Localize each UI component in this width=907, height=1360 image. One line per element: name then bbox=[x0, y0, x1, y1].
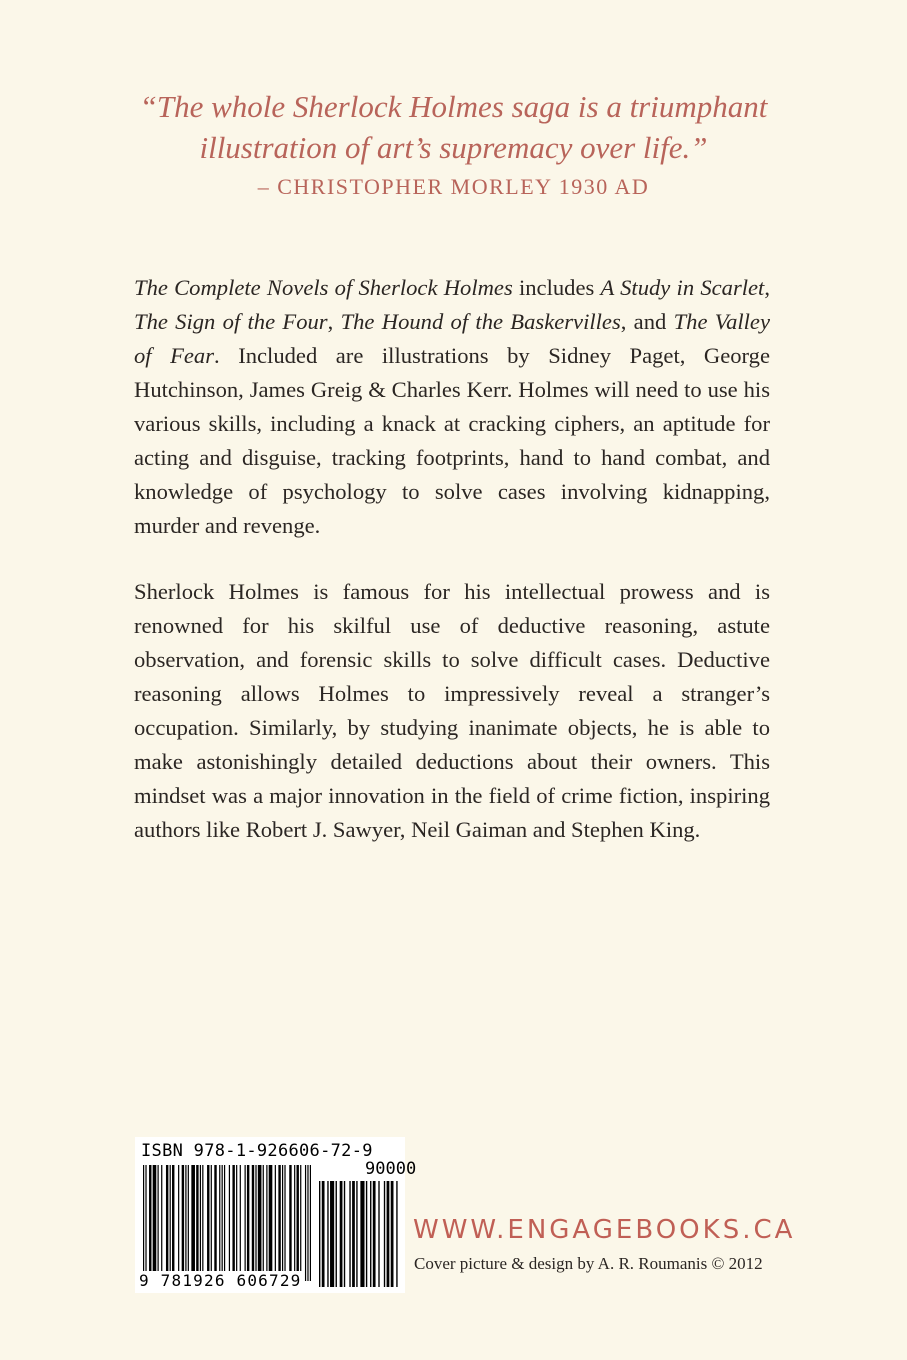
barcode-bar bbox=[185, 1165, 186, 1281]
barcode-bar bbox=[319, 1181, 320, 1287]
barcode-bar bbox=[310, 1165, 311, 1281]
quote-line-1: “The whole Sherlock Holmes saga is a triumphant bbox=[139, 89, 768, 124]
barcode-bar bbox=[284, 1165, 285, 1281]
barcode-bar bbox=[143, 1165, 144, 1281]
book-title-hound-of-baskervilles: The Hound of the Baskervilles bbox=[340, 309, 621, 334]
barcode-bar bbox=[278, 1165, 280, 1281]
barcode-bar bbox=[245, 1165, 246, 1281]
barcode-bar bbox=[322, 1181, 325, 1287]
barcode-bar bbox=[330, 1181, 334, 1287]
barcode-bar bbox=[219, 1165, 220, 1281]
barcode-bar bbox=[153, 1165, 157, 1281]
barcode-bar bbox=[222, 1165, 223, 1281]
barcode-bar bbox=[378, 1181, 379, 1287]
barcode-bar bbox=[149, 1165, 151, 1281]
barcode-bar bbox=[269, 1165, 273, 1281]
barcode-bar bbox=[356, 1181, 357, 1287]
barcode-bar bbox=[202, 1165, 203, 1281]
barcode-bar bbox=[229, 1165, 230, 1281]
barcode-bar bbox=[247, 1165, 249, 1281]
addon-barcode-bars bbox=[319, 1181, 399, 1287]
barcode-bar bbox=[282, 1165, 283, 1281]
barcode-bar bbox=[178, 1165, 179, 1281]
text-run: , and bbox=[620, 309, 674, 334]
barcode-bar bbox=[236, 1165, 237, 1281]
barcode-bar bbox=[289, 1165, 291, 1281]
quote-text bbox=[60, 86, 847, 168]
barcode-bar bbox=[352, 1181, 355, 1287]
book-title-valley-of-fear: The Valley of Fear bbox=[134, 309, 770, 368]
barcode-bar bbox=[258, 1165, 262, 1281]
barcode-bar bbox=[166, 1165, 168, 1281]
publisher-website[interactable]: WWW.ENGAGEBOOKS.CA bbox=[413, 1215, 796, 1245]
barcode-bar bbox=[145, 1165, 146, 1281]
barcode-bar bbox=[266, 1165, 267, 1281]
barcode-bar bbox=[370, 1181, 371, 1287]
barcode-bar bbox=[214, 1165, 216, 1281]
description-paragraph-2: Sherlock Holmes is famous for his intellectual prowess and is renowned for his skilful use of deductive reasoning, astute observation, and forensic skills to solve difficult cases. Deductive reasoning allows Holmes to impressively reveal a stranger’s occupation. Similarly, by studying inanimate objects, he is able to make astonishingly detailed deductions about their owners. This mindset was a major innovation in the field of crime fiction, inspiring authors like Robert J. Sawyer, Neil Gaiman and Stephen King. bbox=[134, 579, 770, 842]
barcode-bar bbox=[340, 1181, 343, 1287]
barcode-bar bbox=[255, 1165, 256, 1281]
isbn-barcode bbox=[135, 1137, 417, 1293]
collection-title: The Complete Novels of Sherlock Holmes bbox=[134, 275, 513, 300]
barcode-bar bbox=[191, 1165, 195, 1281]
text-run: , bbox=[764, 275, 770, 300]
barcode-bar bbox=[188, 1165, 189, 1281]
barcode-bar bbox=[275, 1165, 276, 1281]
barcode-bar bbox=[224, 1165, 225, 1281]
book-title-sign-of-four: The Sign of the Four bbox=[134, 309, 328, 334]
isbn-label: ISBN 978-1-926606-72-9 bbox=[141, 1141, 373, 1161]
barcode-bar bbox=[305, 1165, 306, 1281]
price-code: 90000 bbox=[365, 1159, 417, 1179]
description-paragraph-1 bbox=[134, 271, 770, 543]
barcode-bar bbox=[252, 1165, 254, 1281]
barcode-bar bbox=[196, 1165, 198, 1281]
ean-barcode-bars bbox=[143, 1165, 311, 1281]
barcode-bar bbox=[344, 1181, 345, 1287]
barcode-bar bbox=[327, 1181, 328, 1287]
barcode-bar bbox=[391, 1181, 394, 1287]
barcode-bar bbox=[294, 1165, 295, 1281]
barcode-bar bbox=[172, 1165, 174, 1281]
barcode-bar bbox=[349, 1181, 350, 1287]
barcode-bar bbox=[158, 1165, 159, 1281]
barcode-bar bbox=[396, 1181, 397, 1287]
barcode-bar bbox=[200, 1165, 201, 1281]
barcode-bar bbox=[240, 1165, 241, 1281]
barcode-bar bbox=[232, 1165, 234, 1281]
barcode-bar bbox=[211, 1165, 212, 1281]
barcode-bar bbox=[336, 1181, 337, 1287]
pull-quote bbox=[60, 86, 847, 202]
cover-credit: Cover picture & design by A. R. Roumanis © 2012 bbox=[414, 1254, 763, 1273]
text-run: . Included are illustrations by Sidney Paget, George Hutchinson, James Greig & Charles Kerr. Holmes will need to use his various skills, including a knack at cracking ciphers, an aptitude for acting and disguise, tracking footprints, hand to hand combat, and knowledge of psychology to solve cases involving kidnapping, murder and revenge. bbox=[134, 343, 770, 538]
text-run: , bbox=[327, 309, 341, 334]
barcode-bar bbox=[307, 1165, 308, 1281]
quote-line-2: illustration of art’s supremacy over life.” bbox=[199, 130, 708, 165]
ean-digits: 9 781926 606729 bbox=[139, 1271, 302, 1290]
barcode-bar bbox=[170, 1165, 171, 1281]
quote-attribution: – CHRISTOPHER MORLEY 1930 AD bbox=[257, 174, 650, 199]
barcode-bar bbox=[387, 1181, 390, 1287]
barcode-bar bbox=[360, 1181, 364, 1287]
barcode-bar bbox=[263, 1165, 264, 1281]
barcode-bar bbox=[182, 1165, 184, 1281]
text-run: includes bbox=[512, 275, 601, 300]
barcode-bar bbox=[296, 1165, 298, 1281]
barcode-bar bbox=[366, 1181, 367, 1287]
barcode-bar bbox=[373, 1181, 376, 1287]
barcode-bar bbox=[300, 1165, 301, 1281]
book-title-study-in-scarlet: A Study in Scarlet bbox=[600, 275, 765, 300]
barcode-bar bbox=[384, 1181, 385, 1287]
barcode-bar bbox=[207, 1165, 209, 1281]
barcode-bar bbox=[161, 1165, 162, 1281]
